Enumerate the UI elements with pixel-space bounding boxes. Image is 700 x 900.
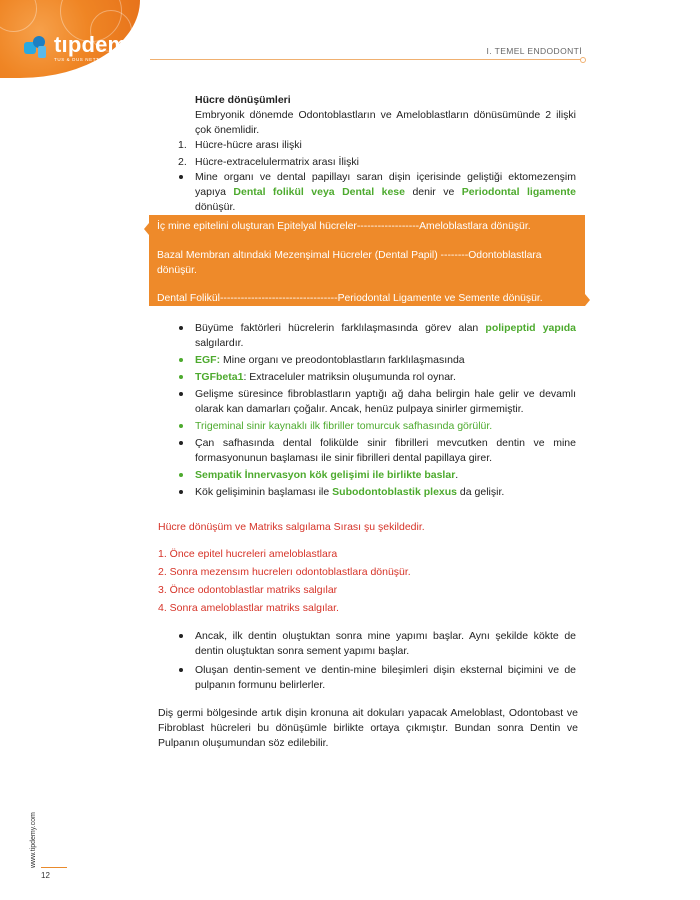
list-item: Ancak, ilk dentin oluştuktan sonra mine yapımı başlar. Aynı şekilde kökte de dentin oluştuktan sonra sement yapımı başlar. (158, 629, 576, 659)
list-item: Çan safhasında dental folikülde sinir fibrilleri mevcutken dentin ve mine formasyonunun başlaması ile sinir fibrilleri dental papillaya girer. (158, 436, 576, 466)
intro-heading: Hücre dönüşümleri (195, 94, 291, 106)
intro-section (158, 93, 576, 215)
summary-line-ameloblast: İç mine epitelini oluşturan Epitelyal hücreler------------------Ameloblastlara dönüşür. (157, 221, 531, 232)
summary-line-folikul: Dental Folikül----------------------------------Periodontal Ligamente ve Semente dönüşür. (157, 293, 543, 304)
brand-logo[interactable] (24, 34, 140, 62)
page-number-rule (41, 867, 67, 868)
list-item: Oluşan dentin-sement ve dentin-mine bileşimleri dişin eksternal biçimini ve de pulpanın formunu belirlerler. (158, 663, 576, 693)
header-rule (150, 59, 582, 60)
list-item: Gelişme süresince fibroblastların yaptığı ağ daha belirgin hale gelir ve devamlı olarak kan damarları çoğalır. Ancak, henüz pulpaya sinirler girmemiştir. (158, 387, 576, 417)
growth-factor-list (158, 321, 576, 500)
list-item: Sempatik İnnervasyon kök gelişimi ile birlikte baslar. (158, 468, 576, 483)
summary-line-odontoblast-cont: dönüşür. (157, 265, 197, 276)
sequence-step: 3. Önce odontoblastlar matriks salgılar (158, 584, 338, 596)
numbered-item: 1. Hücre-hücre arası ilişki (178, 139, 302, 151)
bullet-item: Mine organı ve dental papillayı saran dişin içerisinde geliştiği ektomezenşim yapıya Dental folikül veya Dental kese denir ve Periodontal ligamente dönüşür. (158, 170, 576, 215)
list-item: Büyüme faktörleri hücrelerin farklılaşmasında görev alan polipeptid yapıda salgılardır. (158, 321, 576, 351)
sequence-title: Hücre dönüşüm ve Matriks salgılama Sırası şu şekildedir. (158, 521, 425, 533)
logo-mark-icon (24, 34, 52, 58)
section-title: I. TEMEL ENDODONTİ (486, 46, 582, 56)
brand-tagline: TUS & DUS NETTE PLATFORMU (54, 57, 138, 62)
sequence-step: 2. Sonra mezensım hucrelerı odontoblastlara dönüşür. (158, 566, 411, 578)
list-item: Trigeminal sinir kaynaklı ilk fibriller tomurcuk safhasında görülür. (158, 419, 576, 434)
numbered-item: 2. Hücre-extracelulermatrix arası İlişki (178, 156, 359, 168)
summary-highlight-box (149, 215, 585, 306)
intro-paragraph: Embryonik dönemde Odontoblastların ve Ameloblastların dönüsümünde 2 ilişki çok önemlidir. (195, 109, 576, 136)
dentin-bullets (158, 629, 576, 693)
brand-name: tıpdemy (54, 32, 140, 57)
list-item: TGFbeta1: Extraceluler matriksin oluşumunda rol oynar. (158, 370, 576, 385)
summary-line-odontoblast: Bazal Membran altındaki Mezenşimal Hücreler (Dental Papil) --------Odontoblastlara (157, 250, 542, 261)
sequence-step: 4. Sonra ameloblastlar matriks salgılar. (158, 602, 339, 614)
page-number: 12 (41, 871, 50, 880)
sequence-step: 1. Önce epitel hucreleri ameloblastlara (158, 548, 338, 560)
list-item: EGF: Mine organı ve preodontoblastların farklılaşmasında (158, 353, 576, 368)
sequence-list (158, 545, 578, 617)
list-item: Kök gelişiminin başlaması ile Subodontoblastik plexus da gelişir. (158, 485, 576, 500)
germ-paragraph: Diş germi bölgesinde artık dişin kronuna ait dokuları yapacak Ameloblast, Odontobast ve Fibroblast hücreleri bu dönüşümle birlikte ortaya çıkmıştır. Bundan sonra Dentin ve Pulpanın oluşumundan söz edilebilir. (158, 707, 578, 749)
